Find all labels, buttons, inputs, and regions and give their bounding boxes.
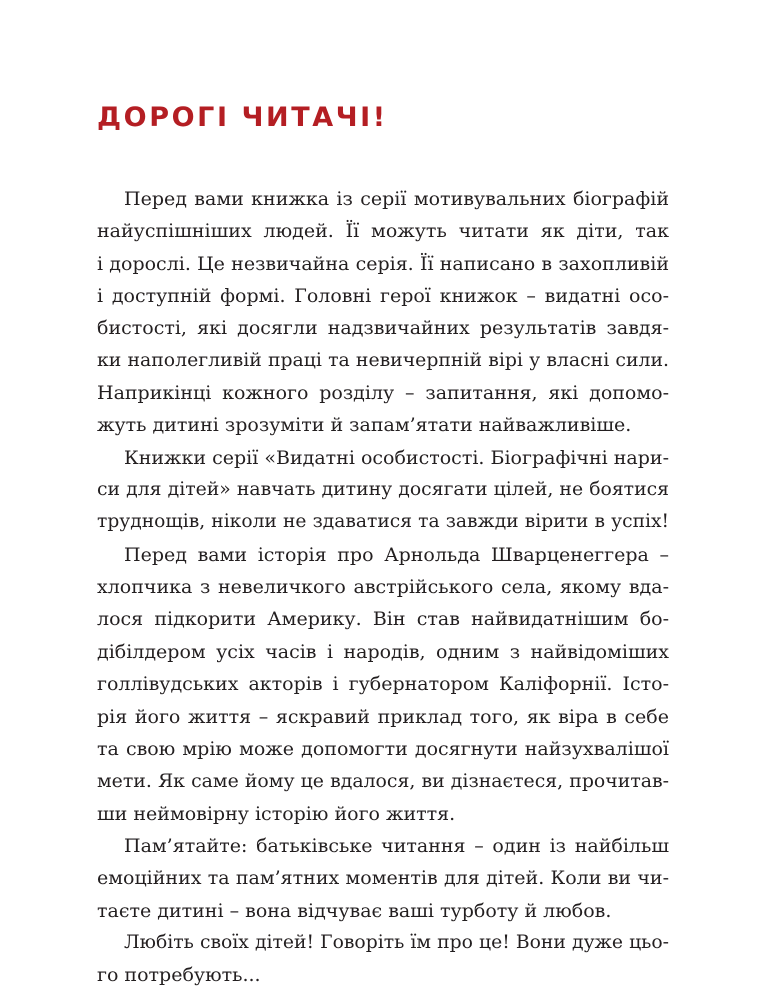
text-line: бистості, які досягли надзвичайних результатів завдя-: [97, 317, 669, 340]
text-line: Перед вами книжка із серії мотивувальних біографій: [124, 188, 669, 210]
paragraph: [97, 442, 669, 539]
text-line: Перед вами історія про Арнольда Шварценеггера –: [124, 543, 669, 566]
text-line: Пам’ятайте: батьківське читання – один із найбільш: [124, 834, 669, 857]
text-line: труднощів, ніколи не здаватися та завжди вірити в успіх!: [97, 511, 669, 533]
text-line: ки наполегливій праці та невичерпній вірі у власні сили.: [97, 349, 669, 371]
text-line: і дорослі. Це незвичайна серія. Її написано в захопливій: [97, 252, 669, 275]
text-line: Книжки серії «Видатні особистості. Біографічні нари-: [124, 446, 669, 469]
text-line: голлівудських акторів і губернатором Каліфорнії. Істо-: [97, 673, 669, 696]
text-line: і доступній формі. Головні герої книжок – видатні осо-: [97, 285, 669, 308]
text-line: ши неймовірну історію його життя.: [97, 802, 456, 825]
paragraph: [97, 183, 669, 442]
text-line: хлопчика з невеличкого австрійського села, якому вда-: [97, 576, 669, 599]
text-line: дібілдером усіх часів і народів, одним з найвідоміших: [97, 640, 669, 663]
text-line: го потребують...: [97, 964, 261, 987]
text-line: си для дітей» навчать дитину досягати цілей, не боятися: [97, 479, 669, 501]
text-line: лося підкорити Америку. Він став найвидатнішим бо-: [97, 608, 669, 631]
paragraph: [97, 539, 669, 830]
text-line: емоційних та пам’ятних моментів для дітей. Коли ви чи-: [97, 867, 669, 890]
paragraph: [97, 927, 669, 992]
body-text: [97, 183, 669, 992]
text-line: жуть дитині зрозуміти й запам’ятати найважливіше.: [97, 414, 632, 437]
text-line: рія його життя – яскравий приклад того, як віра в себе: [97, 705, 669, 728]
text-line: Любіть своїх дітей! Говоріть їм про це! Вони дуже цьо-: [124, 931, 669, 953]
text-line: найуспішніших людей. Її можуть читати як діти, так: [97, 220, 669, 243]
text-line: мети. Як саме йому це вдалося, ви дізнаєтеся, прочитав-: [97, 770, 669, 793]
text-line: та свою мрію може допомогти досягнути найзухвалішої: [97, 737, 669, 760]
page-heading: ДОРОГІ ЧИТАЧІ!: [97, 102, 388, 133]
text-line: таєте дитині – вона відчуває ваші турботу й любов.: [97, 899, 612, 922]
text-line: Наприкінці кожного розділу – запитання, які допомо-: [97, 382, 669, 405]
paragraph: [97, 830, 669, 927]
